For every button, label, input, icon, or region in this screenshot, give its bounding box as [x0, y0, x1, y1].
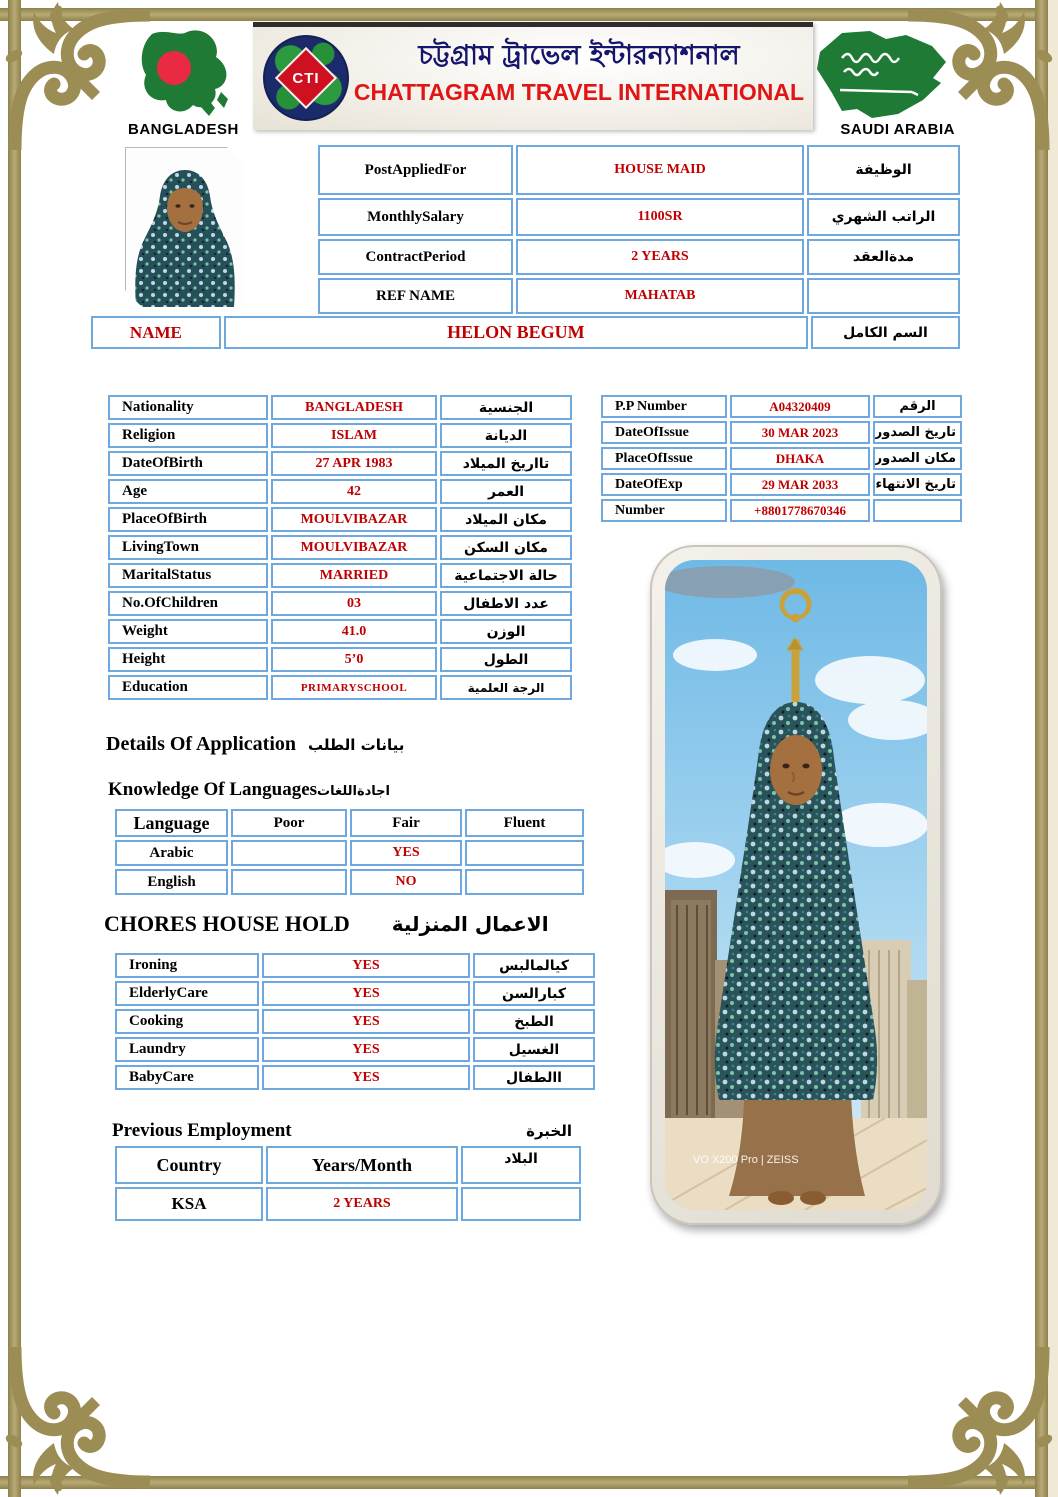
name-label: NAME: [91, 316, 221, 349]
field-label: P.P Number: [601, 395, 727, 418]
agency-name-english: CHATTAGRAM TRAVEL INTERNATIONAL: [353, 79, 805, 105]
chore-arabic: الغسيل: [473, 1037, 595, 1062]
field-label: ContractPeriod: [318, 239, 513, 275]
field-arabic: تاريخ الانتهاء: [873, 473, 962, 496]
language-name: English: [115, 869, 228, 895]
field-value: 29 MAR 2033: [730, 473, 870, 496]
field-label: No.OfChildren: [108, 591, 268, 616]
column-header-arabic: البلاد: [461, 1146, 581, 1184]
field-value: MARRIED: [271, 563, 437, 588]
field-value: BANGLADESH: [271, 395, 437, 420]
frame-left: [8, 0, 21, 1497]
column-header: Years/Month: [266, 1146, 458, 1184]
frame-top: [0, 8, 1048, 21]
field-value: 41.0: [271, 619, 437, 644]
chores-table: [112, 950, 598, 1093]
field-value: 42: [271, 479, 437, 504]
field-arabic: الديانة: [440, 423, 572, 448]
employment-heading-en: Previous Employment: [112, 1120, 292, 1141]
field-arabic: الطول: [440, 647, 572, 672]
field-value: +8801778670346: [730, 499, 870, 522]
employment-table: [112, 1143, 584, 1224]
post-details-table: [315, 142, 963, 317]
field-label: Height: [108, 647, 268, 672]
language-poor: [231, 840, 347, 866]
chore-arabic: الطبخ: [473, 1009, 595, 1034]
name-arabic: السم الكامل: [811, 316, 960, 349]
saudi-arabia-map-icon: [812, 26, 954, 120]
field-arabic: مكان الصدور: [873, 447, 962, 470]
field-value: 27 APR 1983: [271, 451, 437, 476]
previous-employment-heading: [112, 1120, 572, 1142]
language-fair: NO: [350, 869, 462, 895]
cti-globe-logo-icon: [263, 35, 349, 121]
details-heading-ar: بيانات الطلب: [308, 736, 405, 754]
column-header: Fluent: [465, 809, 584, 837]
photo-watermark: VO X200 Pro | ZEISS: [693, 1154, 799, 1166]
column-header: Country: [115, 1146, 263, 1184]
languages-heading-en: Knowledge Of Languages: [108, 779, 318, 800]
left-country-label: BANGLADESH: [128, 121, 239, 138]
field-value: DHAKA: [730, 447, 870, 470]
field-value: PRIMARYSCHOOL: [271, 675, 437, 700]
field-arabic: عدد الاطفال: [440, 591, 572, 616]
employment-heading-ar: الخبرة: [526, 1122, 572, 1140]
field-value: 5’0: [271, 647, 437, 672]
field-arabic: الراتب الشهري: [807, 198, 960, 236]
field-value: ISLAM: [271, 423, 437, 448]
frame-bottom: [0, 1476, 1048, 1489]
field-arabic: حالة الاجتماعية: [440, 563, 572, 588]
field-arabic: الرقم: [873, 395, 962, 418]
language-fluent: [465, 840, 584, 866]
chore-value: YES: [262, 1065, 470, 1090]
field-arabic: العمر: [440, 479, 572, 504]
field-label: Age: [108, 479, 268, 504]
field-value: 03: [271, 591, 437, 616]
chore-arabic: كبارالسن: [473, 981, 595, 1006]
knowledge-of-languages-heading: [108, 779, 390, 801]
chore-value: YES: [262, 1009, 470, 1034]
cti-monogram: CTI: [292, 69, 320, 87]
field-arabic: الجنسية: [440, 395, 572, 420]
field-value: MOULVIBAZAR: [271, 507, 437, 532]
chore-value: YES: [262, 981, 470, 1006]
chore-value: YES: [262, 1037, 470, 1062]
employment-country: KSA: [115, 1187, 263, 1221]
field-label: LivingTown: [108, 535, 268, 560]
applicant-full-name: HELON BEGUM: [224, 316, 808, 349]
field-label: PlaceOfBirth: [108, 507, 268, 532]
field-arabic: [873, 499, 962, 522]
field-arabic: مكان السكن: [440, 535, 572, 560]
language-fluent: [465, 869, 584, 895]
field-arabic: مدةالعقد: [807, 239, 960, 275]
field-arabic: الوزن: [440, 619, 572, 644]
applicant-passport-photo: [125, 147, 247, 310]
chore-arabic: االطفال: [473, 1065, 595, 1090]
field-label: Education: [108, 675, 268, 700]
field-label: MaritalStatus: [108, 563, 268, 588]
field-label: Nationality: [108, 395, 268, 420]
column-header: Language: [115, 809, 228, 837]
chore-value: YES: [262, 953, 470, 978]
field-value: 2 YEARS: [516, 239, 804, 275]
field-label: Weight: [108, 619, 268, 644]
field-label: PlaceOfIssue: [601, 447, 727, 470]
field-label: Number: [601, 499, 727, 522]
applicant-full-photo: [665, 560, 927, 1210]
chore-label: Ironing: [115, 953, 259, 978]
right-country-label: SAUDI ARABIA: [840, 121, 955, 138]
field-label: DateOfExp: [601, 473, 727, 496]
passport-info-table: [598, 392, 965, 525]
field-label: REF NAME: [318, 278, 513, 314]
agency-logo-strip: [253, 22, 813, 130]
field-label: MonthlySalary: [318, 198, 513, 236]
field-arabic: تاريخ الصدور: [873, 421, 962, 444]
field-value: HOUSE MAID: [516, 145, 804, 195]
languages-heading-ar: اجادةاللغات: [317, 784, 391, 799]
details-heading-en: Details Of Application: [106, 733, 297, 755]
field-label: Religion: [108, 423, 268, 448]
bangladesh-map-icon: [137, 28, 237, 120]
employment-duration: 2 YEARS: [266, 1187, 458, 1221]
name-row-table: [88, 313, 963, 352]
field-value: 1100SR: [516, 198, 804, 236]
page-edge-strip: [1048, 0, 1058, 1497]
field-value: 30 MAR 2023: [730, 421, 870, 444]
language-poor: [231, 869, 347, 895]
chores-heading-en: CHORES HOUSE HOLD: [104, 911, 350, 936]
column-header: Poor: [231, 809, 347, 837]
chore-label: ElderlyCare: [115, 981, 259, 1006]
frame-corner-ornament: [0, 1347, 150, 1497]
field-value: MOULVIBAZAR: [271, 535, 437, 560]
field-label: DateOfBirth: [108, 451, 268, 476]
chores-heading-ar: الاعمال المنزلية: [391, 912, 549, 936]
frame-corner-ornament: [908, 1347, 1058, 1497]
chore-label: Cooking: [115, 1009, 259, 1034]
field-label: PostAppliedFor: [318, 145, 513, 195]
field-arabic: الرجة العلمية: [440, 675, 572, 700]
language-name: Arabic: [115, 840, 228, 866]
chore-arabic: كيالمالبس: [473, 953, 595, 978]
field-arabic: الوظيفة: [807, 145, 960, 195]
language-table: [112, 806, 587, 898]
agency-name-bengali: চট্টগ্রাম ট্রাভেল ইন্টারন্যাশনাল: [418, 40, 740, 71]
field-label: DateOfIssue: [601, 421, 727, 444]
employment-arabic: [461, 1187, 581, 1221]
chore-label: BabyCare: [115, 1065, 259, 1090]
language-fair: YES: [350, 840, 462, 866]
field-arabic: مكان الميلاد: [440, 507, 572, 532]
chore-label: Laundry: [115, 1037, 259, 1062]
field-arabic: تااريخ الميلاد: [440, 451, 572, 476]
personal-info-table: [105, 392, 575, 703]
frame-right: [1035, 0, 1048, 1497]
chores-heading: [104, 911, 604, 937]
applicant-full-photo-frame: [650, 545, 942, 1225]
field-value: MAHATAB: [516, 278, 804, 314]
field-arabic: [807, 278, 960, 314]
field-value: A04320409: [730, 395, 870, 418]
column-header: Fair: [350, 809, 462, 837]
details-of-application-heading: [106, 733, 404, 756]
